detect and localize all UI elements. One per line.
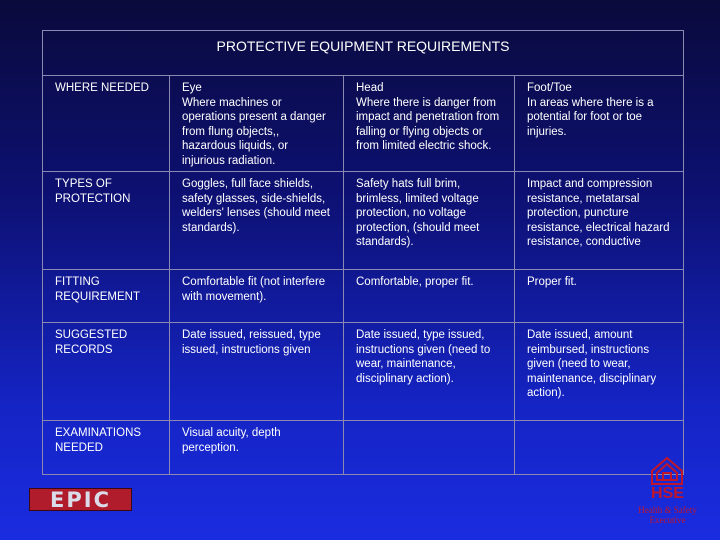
table-cell: Goggles, full face shields, safety glasses, side-shields, welders' lenses (should meet standards).: [170, 172, 344, 269]
table-cell: [344, 421, 515, 474]
cell-text: Where there is danger from impact and penetration from falling or flying objects or from limited electric shock.: [356, 96, 500, 152]
hse-house-icon: [625, 455, 710, 487]
cell-text: In areas where there is a potential for foot or toe injuries.: [527, 96, 654, 138]
table-row: [43, 270, 683, 323]
table-cell: [170, 76, 344, 171]
table-title: PROTECTIVE EQUIPMENT REQUIREMENTS: [43, 31, 683, 76]
table-row: [43, 421, 683, 474]
row-label: SUGGESTED RECORDS: [43, 323, 170, 420]
column-heading-eye: Eye: [182, 82, 202, 94]
row-label: WHERE NEEDED: [43, 76, 170, 171]
hse-wordmark: HSE: [651, 485, 684, 502]
table-cell: Date issued, type issued, instructions given (need to wear, maintenance, disciplinary action).: [344, 323, 515, 420]
cell-text: Where machines or operations present a danger from flung objects,, hazardous liquids, or injurious radiation.: [182, 96, 326, 167]
table-cell: Proper fit.: [527, 276, 577, 288]
hse-subtitle-line-2: Executive: [649, 515, 686, 525]
row-label: FITTING REQUIREMENT: [43, 270, 170, 322]
epic-logo: EPIC: [29, 488, 132, 511]
row-label: TYPES OF PROTECTION: [43, 172, 170, 269]
table-row: [43, 323, 683, 421]
table-cell: [344, 76, 515, 171]
table-cell: Comfortable fit (not interfere with movement).: [170, 270, 344, 322]
protective-equipment-table: [42, 30, 684, 475]
table-cell: [515, 76, 683, 171]
hse-subtitle-line-1: Health & Safety: [638, 505, 697, 515]
table-cell: Visual acuity, depth perception.: [170, 421, 344, 474]
table-row: [43, 172, 683, 270]
table-cell: Safety hats full brim, brimless, limited voltage protection, no voltage protection, (should meet standards).: [344, 172, 515, 269]
column-heading-head: Head: [356, 82, 384, 94]
table-cell: Impact and compression resistance, metatarsal protection, puncture resistance, electrical hazard resistance, conductive: [527, 178, 670, 248]
table-row: [43, 76, 683, 172]
hse-subtitle: [625, 505, 710, 525]
table-cell: Date issued, reissued, type issued, instructions given: [170, 323, 344, 420]
column-heading-foot-toe: Foot/Toe: [527, 82, 572, 94]
hse-logo: [625, 455, 710, 535]
row-label: EXAMINATIONS NEEDED: [43, 421, 170, 474]
table-cell: Date issued, amount reimbursed, instructions given (need to wear, maintenance, disciplinary action).: [527, 329, 657, 399]
table-cell: Comfortable, proper fit.: [344, 270, 515, 322]
